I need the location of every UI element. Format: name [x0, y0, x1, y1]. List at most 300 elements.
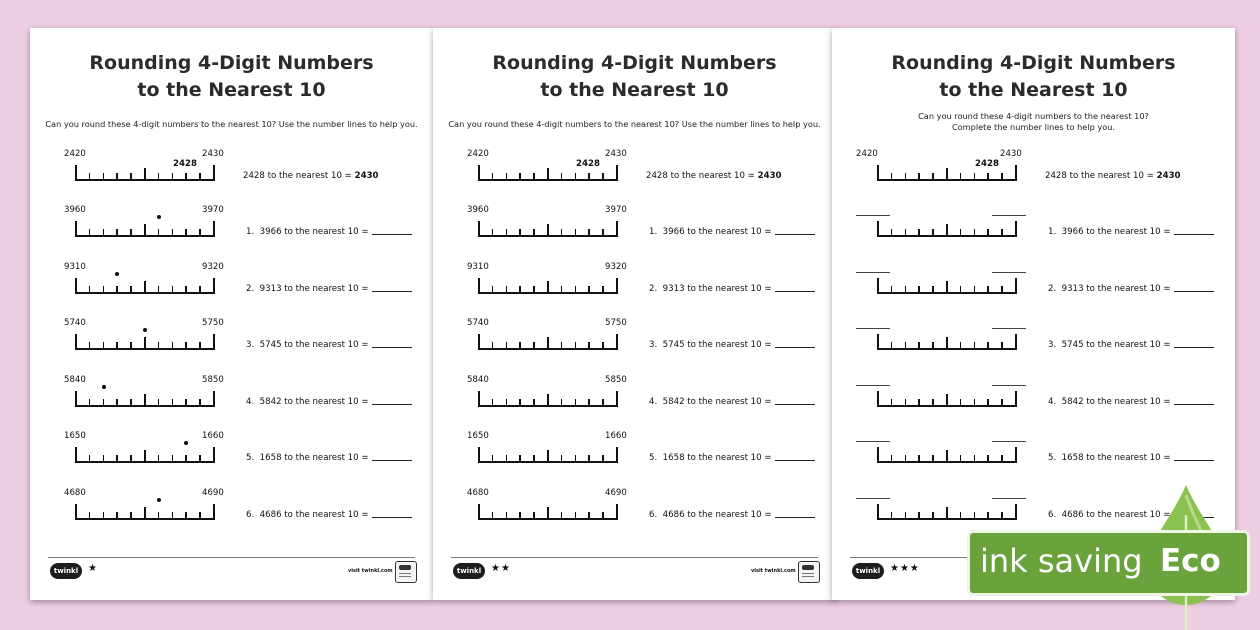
number-line-tick — [602, 342, 604, 350]
number-line-tick — [877, 391, 879, 407]
number-line-tick — [116, 455, 118, 463]
number-line-tick — [547, 337, 549, 350]
title-line-2: to the Nearest 10 — [540, 79, 729, 101]
title-line-1: Rounding 4-Digit Numbers — [89, 52, 374, 74]
question-row — [433, 318, 836, 374]
answer-blank[interactable] — [372, 291, 412, 292]
answer-blank[interactable] — [775, 234, 815, 235]
blank-start-label[interactable] — [856, 441, 890, 442]
number-line-tick — [974, 342, 976, 350]
worksheet-title — [30, 50, 433, 104]
number-marker-dot — [157, 215, 161, 219]
instruction-line: Can you round these 4-digit numbers to the nearest 10? Use the number lines to help you. — [448, 119, 821, 129]
number-line-tick — [1015, 278, 1017, 294]
number-line-tick — [519, 173, 521, 181]
question-text — [246, 227, 412, 237]
answer-blank[interactable] — [372, 347, 412, 348]
number-line-tick — [588, 173, 590, 181]
number-line-tick — [533, 286, 535, 294]
twinkl-logo: twinkl — [50, 563, 82, 579]
number-line-tick — [547, 507, 549, 520]
line-end-label: 1660 — [605, 431, 627, 441]
number-line-tick — [987, 286, 989, 294]
blank-end-label[interactable] — [992, 272, 1026, 273]
line-end-label: 4690 — [605, 487, 627, 498]
question-number: 5. — [649, 453, 658, 463]
number-line-tick — [199, 229, 201, 237]
number-line-tick — [89, 286, 91, 294]
number-line-tick — [891, 399, 893, 407]
line-end-label: 9320 — [202, 261, 224, 272]
number-line-tick — [905, 399, 907, 407]
number-line-tick — [575, 455, 577, 463]
answer-blank[interactable] — [775, 347, 815, 348]
number-line-tick — [116, 342, 118, 350]
number-line-tick — [602, 399, 604, 407]
line-start-label: 2420 — [64, 149, 86, 159]
answer-blank[interactable] — [372, 517, 412, 518]
instruction-line: Complete the number lines to help you. — [951, 122, 1116, 132]
line-start-label: 3960 — [467, 205, 489, 215]
number-line-tick — [172, 229, 174, 237]
question-row — [832, 262, 1235, 318]
blank-end-label[interactable] — [992, 385, 1026, 386]
instructions — [30, 119, 433, 130]
number-line-tick — [960, 342, 962, 350]
question-row — [832, 375, 1235, 431]
example-marker-label: 2428 — [576, 159, 600, 169]
number-line-tick — [506, 342, 508, 350]
question-number: 4. — [246, 396, 255, 407]
number-line-tick — [185, 229, 187, 237]
number-line-tick — [103, 173, 105, 181]
question-text — [649, 397, 815, 407]
line-start-label: 1650 — [467, 431, 489, 441]
number-line-tick — [946, 168, 948, 181]
number-line-tick — [144, 281, 146, 294]
number-line-tick — [519, 229, 521, 237]
number-line-tick — [199, 286, 201, 294]
question-number: 3. — [246, 340, 255, 350]
number-line-tick — [932, 399, 934, 407]
difficulty-stars: ★★ — [491, 563, 511, 574]
title-line-2: to the Nearest 10 — [137, 79, 326, 101]
line-start-label: 2420 — [856, 149, 878, 159]
blank-start-label[interactable] — [856, 498, 890, 499]
twinkl-logo: twinkl — [852, 563, 884, 579]
number-line-tick — [116, 512, 118, 520]
number-line — [75, 391, 215, 407]
example-marker-label: 2428 — [975, 159, 999, 169]
line-start-label: 4680 — [467, 487, 489, 498]
instructions — [433, 119, 836, 130]
line-start-label: 3960 — [64, 205, 86, 215]
instruction-line: Can you round these 4-digit numbers to the nearest 10? Use the number lines to help you. — [45, 119, 418, 129]
number-line-tick — [103, 342, 105, 350]
number-line-tick — [905, 455, 907, 463]
number-line-tick — [561, 173, 563, 181]
number-line-tick — [918, 286, 920, 294]
question-number: 3. — [1048, 340, 1057, 350]
number-line — [478, 391, 618, 407]
number-line-tick — [891, 455, 893, 463]
number-line-tick — [75, 447, 77, 463]
number-line-tick — [960, 173, 962, 181]
number-line-tick — [575, 399, 577, 407]
number-line-tick — [932, 342, 934, 350]
blank-end-label[interactable] — [992, 215, 1026, 216]
line-end-label: 4690 — [202, 487, 224, 498]
number-line-tick — [575, 173, 577, 181]
footer-visit-text: visit twinkl.com — [348, 568, 393, 574]
question-number: 4. — [649, 396, 658, 407]
number-line-tick — [561, 342, 563, 350]
number-line-tick — [89, 342, 91, 350]
question-text — [649, 284, 815, 294]
question-row — [433, 205, 836, 261]
blank-start-label[interactable] — [856, 272, 890, 273]
answer-blank[interactable] — [775, 517, 815, 518]
number-line-tick — [946, 224, 948, 237]
answer-blank[interactable] — [1174, 234, 1214, 235]
number-line-tick — [877, 165, 879, 181]
number-line-tick — [506, 455, 508, 463]
footer-divider — [451, 557, 818, 558]
number-line-tick — [492, 229, 494, 237]
line-start-label: 5740 — [467, 318, 489, 328]
number-line-tick — [75, 221, 77, 237]
number-line-tick — [506, 173, 508, 181]
number-line-tick — [492, 455, 494, 463]
question-row — [30, 205, 433, 261]
example-text: 2428 to the nearest 10 = — [243, 171, 355, 181]
number-line-tick — [185, 399, 187, 407]
line-start-label: 5840 — [64, 374, 86, 385]
number-line-tick — [974, 229, 976, 237]
number-line-tick — [918, 229, 920, 237]
number-line-tick — [519, 342, 521, 350]
number-line — [877, 391, 1017, 407]
number-line-tick — [616, 504, 618, 520]
line-end-label: 1660 — [202, 431, 224, 441]
number-line-tick — [75, 334, 77, 350]
number-line-tick — [533, 342, 535, 350]
title-line-2: to the Nearest 10 — [939, 79, 1128, 101]
line-start-label: 5740 — [64, 318, 86, 328]
number-marker-dot — [115, 272, 119, 276]
number-line-tick — [932, 512, 934, 520]
number-line-tick — [987, 173, 989, 181]
line-end-label: 3970 — [202, 205, 224, 215]
number-line-tick — [1015, 504, 1017, 520]
number-line — [478, 221, 618, 237]
line-start-label: 9310 — [64, 261, 86, 272]
difficulty-stars: ★★★ — [890, 563, 920, 574]
line-end-label: 5850 — [202, 374, 224, 385]
question-number: 6. — [246, 509, 255, 520]
line-end-label: 5850 — [605, 374, 627, 385]
worksheet-title — [433, 50, 836, 104]
number-line-tick — [616, 391, 618, 407]
number-line-tick — [199, 342, 201, 350]
number-line-tick — [1001, 455, 1003, 463]
number-line-tick — [918, 173, 920, 181]
number-line-tick — [588, 229, 590, 237]
number-marker-dot — [184, 441, 188, 445]
number-line-tick — [185, 512, 187, 520]
example-answer: 2430 — [1156, 171, 1181, 181]
answer-blank[interactable] — [372, 404, 412, 405]
number-line-tick — [987, 342, 989, 350]
question-text — [246, 340, 412, 350]
number-line-tick — [932, 229, 934, 237]
difficulty-stars: ★ — [88, 563, 98, 574]
number-line-tick — [158, 455, 160, 463]
answer-blank[interactable] — [1174, 291, 1214, 292]
number-line-tick — [946, 507, 948, 520]
number-line-tick — [905, 512, 907, 520]
number-line-tick — [75, 391, 77, 407]
question-number: 1. — [1048, 227, 1057, 237]
footer-divider — [48, 557, 415, 558]
number-line-tick — [130, 229, 132, 237]
number-line-tick — [144, 507, 146, 520]
question-sentence: 3966 to the nearest 10 = — [662, 227, 772, 237]
number-line-tick — [89, 229, 91, 237]
number-line — [478, 334, 618, 350]
number-line-tick — [946, 337, 948, 350]
number-line-tick — [185, 342, 187, 350]
number-line-tick — [492, 399, 494, 407]
example-sentence — [243, 171, 379, 181]
number-line-tick — [213, 391, 215, 407]
number-marker-dot — [143, 328, 147, 332]
question-row — [433, 375, 836, 431]
answer-blank[interactable] — [775, 404, 815, 405]
number-line-tick — [547, 281, 549, 294]
question-sentence: 5745 to the nearest 10 = — [662, 340, 772, 350]
question-row — [30, 375, 433, 431]
line-end-label: 2430 — [202, 149, 224, 159]
number-line-tick — [602, 455, 604, 463]
number-line-tick — [492, 173, 494, 181]
number-line-tick — [932, 286, 934, 294]
number-line-tick — [492, 342, 494, 350]
question-sentence: 1658 to the nearest 10 = — [1061, 453, 1171, 463]
number-line-tick — [89, 399, 91, 407]
number-line-tick — [602, 512, 604, 520]
number-line-tick — [1001, 229, 1003, 237]
answer-blank[interactable] — [775, 460, 815, 461]
question-text — [1048, 227, 1214, 237]
number-line-tick — [588, 455, 590, 463]
number-line-tick — [144, 168, 146, 181]
number-line-tick — [172, 512, 174, 520]
question-text — [649, 227, 815, 237]
number-line-tick — [89, 455, 91, 463]
number-line-tick — [905, 173, 907, 181]
answer-blank[interactable] — [775, 291, 815, 292]
answer-blank[interactable] — [1174, 460, 1214, 461]
blank-end-label[interactable] — [992, 498, 1026, 499]
number-line — [478, 165, 618, 181]
number-line-tick — [158, 512, 160, 520]
number-line-tick — [987, 512, 989, 520]
number-line-tick — [506, 399, 508, 407]
number-line-tick — [199, 173, 201, 181]
number-line-tick — [974, 173, 976, 181]
question-sentence: 5842 to the nearest 10 = — [662, 396, 772, 407]
number-line-tick — [116, 173, 118, 181]
number-line-tick — [1015, 334, 1017, 350]
quality-badge-icon — [395, 561, 417, 583]
blank-start-label[interactable] — [856, 215, 890, 216]
number-line-tick — [616, 221, 618, 237]
question-number: 4. — [1048, 396, 1057, 407]
number-line-tick — [561, 286, 563, 294]
question-text — [246, 284, 412, 294]
number-line-tick — [891, 229, 893, 237]
number-line-tick — [960, 229, 962, 237]
number-line-tick — [213, 504, 215, 520]
number-line-tick — [987, 229, 989, 237]
number-line-tick — [519, 512, 521, 520]
number-line-tick — [519, 399, 521, 407]
question-row — [30, 488, 433, 544]
question-sentence: 4686 to the nearest 10 = — [1061, 509, 1171, 520]
quality-badge-icon — [798, 561, 820, 583]
number-line-tick — [492, 286, 494, 294]
question-number: 5. — [1048, 453, 1057, 463]
number-line-tick — [891, 286, 893, 294]
number-line — [75, 165, 215, 181]
question-sentence: 9313 to the nearest 10 = — [1061, 283, 1171, 294]
line-end-label: 2430 — [1000, 149, 1022, 159]
question-row — [832, 431, 1235, 487]
number-line-tick — [932, 455, 934, 463]
question-sentence: 4686 to the nearest 10 = — [662, 509, 772, 520]
question-text — [649, 510, 815, 520]
number-line — [75, 504, 215, 520]
number-line-tick — [144, 450, 146, 463]
number-line-tick — [575, 342, 577, 350]
question-text — [1048, 453, 1214, 463]
question-row — [832, 318, 1235, 374]
question-number: 1. — [246, 227, 255, 237]
number-line-tick — [492, 512, 494, 520]
number-line-tick — [213, 278, 215, 294]
blank-start-label[interactable] — [856, 328, 890, 329]
question-sentence: 9313 to the nearest 10 = — [662, 283, 772, 294]
number-line-tick — [75, 165, 77, 181]
number-line-tick — [616, 278, 618, 294]
question-sentence: 3966 to the nearest 10 = — [259, 227, 369, 237]
number-line-tick — [519, 286, 521, 294]
worksheet-page-1 — [30, 28, 433, 600]
answer-blank[interactable] — [372, 460, 412, 461]
number-line-tick — [1001, 512, 1003, 520]
number-line-tick — [158, 286, 160, 294]
line-start-label: 4680 — [64, 487, 86, 498]
number-line-tick — [130, 512, 132, 520]
number-line-tick — [918, 455, 920, 463]
number-line — [877, 447, 1017, 463]
number-line-tick — [877, 504, 879, 520]
answer-blank[interactable] — [372, 234, 412, 235]
number-line-tick — [588, 342, 590, 350]
example-answer: 2430 — [757, 171, 782, 181]
number-line-tick — [547, 168, 549, 181]
question-number: 1. — [649, 227, 658, 237]
question-row — [832, 205, 1235, 261]
number-line-tick — [506, 229, 508, 237]
blank-end-label[interactable] — [992, 328, 1026, 329]
number-line-tick — [602, 229, 604, 237]
answer-blank[interactable] — [1174, 347, 1214, 348]
blank-end-label[interactable] — [992, 441, 1026, 442]
number-line-tick — [213, 447, 215, 463]
number-line — [877, 504, 1017, 520]
number-line-tick — [130, 342, 132, 350]
title-line-1: Rounding 4-Digit Numbers — [492, 52, 777, 74]
number-line-tick — [199, 455, 201, 463]
number-line-tick — [1001, 286, 1003, 294]
number-line-tick — [1001, 399, 1003, 407]
number-line-tick — [533, 229, 535, 237]
number-line-tick — [130, 399, 132, 407]
number-line-tick — [478, 165, 480, 181]
number-line-tick — [616, 447, 618, 463]
number-line — [877, 334, 1017, 350]
answer-blank[interactable] — [1174, 404, 1214, 405]
number-line-tick — [116, 399, 118, 407]
number-line — [877, 165, 1017, 181]
line-end-label: 9320 — [605, 261, 627, 272]
example-marker-label: 2428 — [173, 159, 197, 169]
question-row — [433, 488, 836, 544]
number-line — [75, 221, 215, 237]
ink-saving-eco-badge — [967, 530, 1250, 596]
number-line-tick — [478, 447, 480, 463]
number-line-tick — [960, 286, 962, 294]
number-line-tick — [506, 286, 508, 294]
line-end-label: 5750 — [202, 318, 224, 328]
number-line-tick — [960, 512, 962, 520]
line-start-label: 9310 — [467, 261, 489, 272]
number-line-tick — [130, 455, 132, 463]
number-line-tick — [547, 394, 549, 407]
number-line-tick — [478, 504, 480, 520]
number-line-tick — [158, 342, 160, 350]
number-line-tick — [478, 391, 480, 407]
number-line-tick — [144, 394, 146, 407]
number-line-tick — [575, 229, 577, 237]
number-line-tick — [616, 334, 618, 350]
number-line-tick — [946, 281, 948, 294]
example-row — [832, 149, 1235, 205]
number-line-tick — [561, 229, 563, 237]
number-line-tick — [478, 278, 480, 294]
blank-start-label[interactable] — [856, 385, 890, 386]
question-number: 6. — [649, 509, 658, 520]
line-end-label: 3970 — [605, 205, 627, 215]
line-start-label: 2420 — [467, 149, 489, 159]
number-marker-dot — [102, 385, 106, 389]
number-line-tick — [185, 455, 187, 463]
worksheet-page-2 — [433, 28, 836, 600]
number-line-tick — [75, 278, 77, 294]
number-line-tick — [1015, 165, 1017, 181]
